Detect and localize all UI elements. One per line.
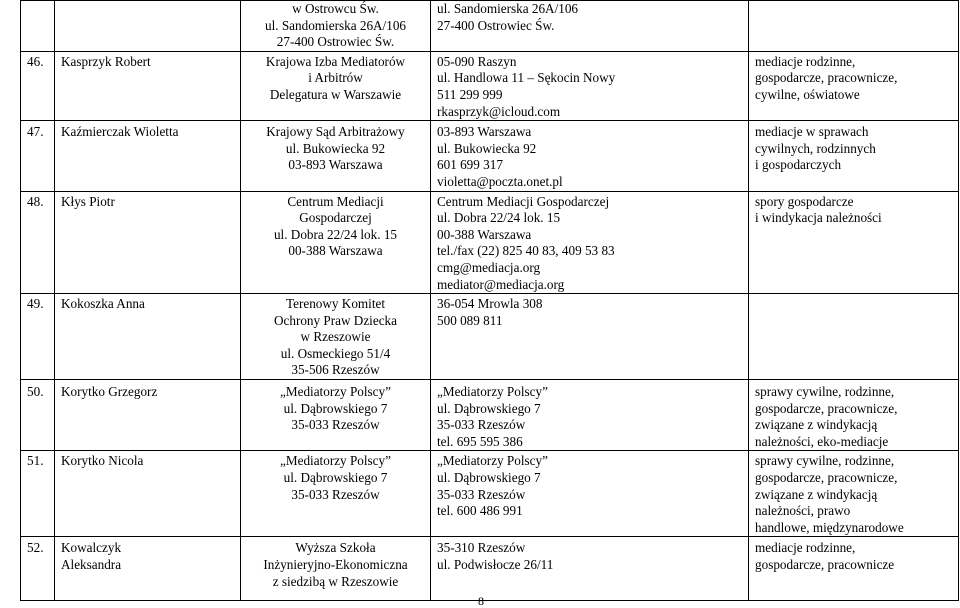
organization-line: 35-033 Rzeszów xyxy=(291,417,380,433)
organization-line: Gospodarczej xyxy=(299,210,372,226)
specialization-line: gospodarcze, pracownicze, xyxy=(755,70,898,86)
contact-line: 35-033 Rzeszów xyxy=(437,417,526,433)
organization-cell xyxy=(241,451,431,537)
contact-line: Centrum Mediacji Gospodarczej xyxy=(437,193,610,209)
organization-line: Krajowy Sąd Arbitrażowy xyxy=(266,124,405,140)
mediator-name-cell xyxy=(55,380,241,451)
specialization-line: mediacje w sprawach xyxy=(755,124,869,140)
specialization-cell xyxy=(749,537,959,601)
mediator-name-cell xyxy=(55,1,241,52)
specialization-cell xyxy=(749,121,959,191)
organization-line: „Mediatorzy Polscy” xyxy=(280,384,391,400)
organization-line: 27-400 Ostrowiec Św. xyxy=(276,34,395,50)
contact-cell xyxy=(431,1,749,52)
table-row xyxy=(21,451,959,537)
contact-line: ul. Bukowiecka 92 xyxy=(437,140,537,156)
organization-line: Ochrony Praw Dziecka xyxy=(273,312,398,328)
name-line: Kokoszka Anna xyxy=(61,296,145,312)
organization-line: 00-388 Warszawa xyxy=(288,243,383,259)
contact-cell xyxy=(431,121,749,191)
organization-line: 35-506 Rzeszów xyxy=(291,362,380,378)
contact-line: rkasprzyk@icloud.com xyxy=(437,103,561,119)
specialization-line: sprawy cywilne, rodzinne, xyxy=(755,453,895,469)
specialization-cell xyxy=(749,191,959,294)
contact-line: 00-388 Warszawa xyxy=(437,226,532,242)
contact-cell xyxy=(431,294,749,380)
organization-line: w Ostrowcu Św. xyxy=(292,1,379,16)
name-line: Kłys Piotr xyxy=(61,193,115,209)
contact-cell xyxy=(431,380,749,451)
row-number-cell xyxy=(21,451,55,537)
specialization-line: mediacje rodzinne, xyxy=(755,53,856,69)
organization-cell xyxy=(241,294,431,380)
row-number: 50. xyxy=(27,384,44,400)
organization-cell xyxy=(241,51,431,120)
row-number-cell xyxy=(21,294,55,380)
contact-line: tel./fax (22) 825 40 83, 409 53 83 xyxy=(437,243,615,259)
name-line: Kasprzyk Robert xyxy=(61,53,151,69)
organization-line: „Mediatorzy Polscy” xyxy=(280,453,391,469)
mediator-name-cell xyxy=(55,294,241,380)
organization-cell xyxy=(241,380,431,451)
contact-cell xyxy=(431,451,749,537)
row-number: 47. xyxy=(27,124,44,140)
contact-line: 05-090 Raszyn xyxy=(437,53,517,69)
organization-cell xyxy=(241,537,431,601)
contact-line: violetta@poczta.onet.pl xyxy=(437,173,563,189)
table-row xyxy=(21,1,959,52)
table-row xyxy=(21,121,959,191)
name-line: Aleksandra xyxy=(61,557,122,572)
contact-line: tel. 600 486 991 xyxy=(437,503,523,519)
organization-line: 35-033 Rzeszów xyxy=(291,486,380,502)
contact-line: cmg@mediacja.org xyxy=(437,259,541,275)
mediator-name-cell xyxy=(55,537,241,601)
contact-line: 601 699 317 xyxy=(437,157,503,173)
contact-line: ul. Sandomierska 26A/106 xyxy=(437,1,579,16)
contact-line: „Mediatorzy Polscy” xyxy=(437,384,548,400)
specialization-line: cywilne, oświatowe xyxy=(755,86,860,102)
organization-cell xyxy=(241,121,431,191)
contact-line: 35-310 Rzeszów xyxy=(437,540,526,556)
contact-line: 35-033 Rzeszów xyxy=(437,486,526,502)
organization-line: ul. Osmeckiego 51/4 xyxy=(280,345,391,361)
contact-line: 500 089 811 xyxy=(437,312,503,328)
organization-line: ul. Sandomierska 26A/106 xyxy=(264,17,407,33)
contact-cell xyxy=(431,537,749,601)
name-line: Korytko Grzegorz xyxy=(61,384,158,400)
row-number-cell xyxy=(21,121,55,191)
organization-line: Delegatura w Warszawie xyxy=(269,86,402,102)
table-row xyxy=(21,294,959,380)
row-number: 46. xyxy=(27,53,44,69)
contact-cell xyxy=(431,191,749,294)
contact-line: ul. Dąbrowskiego 7 xyxy=(437,400,541,416)
name-line: Kowalczyk xyxy=(61,540,122,556)
specialization-line: mediacje rodzinne, xyxy=(755,540,856,556)
table-row xyxy=(21,191,959,294)
specialization-line: gospodarcze, pracownicze xyxy=(755,557,895,572)
row-number-cell xyxy=(21,51,55,120)
contact-line: ul. Dobra 22/24 lok. 15 xyxy=(437,210,561,226)
table-row xyxy=(21,51,959,120)
organization-line: Terenowy Komitet xyxy=(285,296,386,312)
contact-line: „Mediatorzy Polscy” xyxy=(437,453,548,469)
organization-line: ul. Dąbrowskiego 7 xyxy=(283,400,388,416)
contact-line: 27-400 Ostrowiec Św. xyxy=(437,17,555,33)
mediators-table-body xyxy=(21,1,959,601)
organization-line: Centrum Mediacji xyxy=(287,193,384,209)
row-number-cell xyxy=(21,191,55,294)
row-number-cell xyxy=(21,380,55,451)
organization-line: w Rzeszowie xyxy=(300,329,371,345)
specialization-cell xyxy=(749,451,959,537)
organization-line: Wyższa Szkoła xyxy=(295,540,376,556)
row-number-cell xyxy=(21,537,55,601)
specialization-line: gospodarcze, pracownicze, xyxy=(755,470,898,486)
contact-cell xyxy=(431,51,749,120)
contact-line: ul. Handlowa 11 – Sękocin Nowy xyxy=(437,70,616,86)
name-line: Korytko Nicola xyxy=(61,453,144,469)
page-number: 8 xyxy=(478,594,484,608)
organization-line: ul. Bukowiecka 92 xyxy=(285,140,386,156)
name-line: Kaźmierczak Wioletta xyxy=(61,124,179,140)
row-number: 48. xyxy=(27,193,44,209)
specialization-line: należności, prawo xyxy=(755,503,851,519)
contact-line: 36-054 Mrowla 308 xyxy=(437,296,543,312)
organization-line: i Arbitrów xyxy=(308,70,363,86)
contact-line: tel. 695 595 386 xyxy=(437,433,523,449)
row-number-cell xyxy=(21,1,55,52)
row-number: 52. xyxy=(27,540,44,556)
specialization-line: i gospodarczych xyxy=(755,157,842,173)
mediator-name-cell xyxy=(55,451,241,537)
specialization-cell xyxy=(749,51,959,120)
specialization-line: sprawy cywilne, rodzinne, xyxy=(755,384,895,400)
mediators-table xyxy=(20,0,959,601)
specialization-line: cywilnych, rodzinnych xyxy=(755,140,876,156)
organization-line: Inżynieryjno-Ekonomiczna xyxy=(263,557,408,572)
specialization-cell xyxy=(749,380,959,451)
specialization-line: gospodarcze, pracownicze, xyxy=(755,400,898,416)
mediator-name-cell xyxy=(55,121,241,191)
specialization-line: należności, eko-mediacje xyxy=(755,433,889,449)
specialization-line: i windykacja należności xyxy=(755,210,882,226)
table-row xyxy=(21,380,959,451)
row-number: 51. xyxy=(27,453,44,469)
specialization-cell xyxy=(749,1,959,52)
organization-line: z siedzibą w Rzeszowie xyxy=(272,573,399,589)
organization-line: Krajowa Izba Mediatorów xyxy=(265,53,406,69)
organization-line: ul. Dąbrowskiego 7 xyxy=(283,470,388,486)
specialization-line: spory gospodarcze xyxy=(755,193,854,209)
mediator-name-cell xyxy=(55,51,241,120)
specialization-cell xyxy=(749,294,959,380)
contact-line: ul. Podwisłocze 26/11 xyxy=(437,557,554,572)
specialization-line: związane z windykacją xyxy=(755,417,878,433)
row-number: 49. xyxy=(27,296,44,312)
organization-line: ul. Dobra 22/24 lok. 15 xyxy=(273,226,398,242)
specialization-line: handlowe, międzynarodowe xyxy=(755,519,904,535)
contact-line: 511 299 999 xyxy=(437,86,503,102)
organization-line: 03-893 Warszawa xyxy=(288,157,383,173)
organization-cell xyxy=(241,191,431,294)
contact-line: mediator@mediacja.org xyxy=(437,276,565,292)
contact-line: 03-893 Warszawa xyxy=(437,124,532,140)
specialization-line: związane z windykacją xyxy=(755,486,878,502)
contact-line: ul. Dąbrowskiego 7 xyxy=(437,470,541,486)
mediator-name-cell xyxy=(55,191,241,294)
organization-cell xyxy=(241,1,431,52)
table-row xyxy=(21,537,959,601)
